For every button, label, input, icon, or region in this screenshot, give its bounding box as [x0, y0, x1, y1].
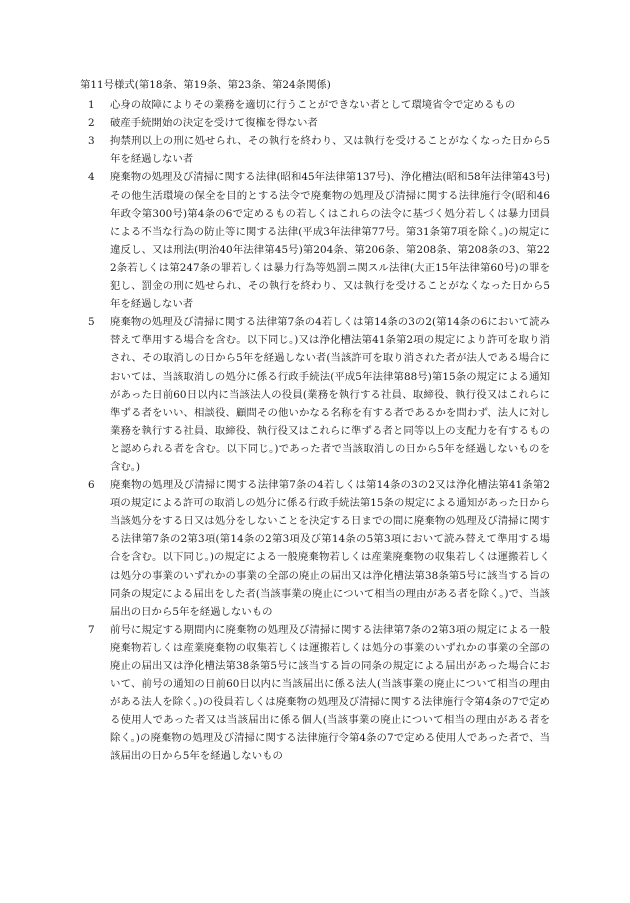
clause-item [80, 96, 550, 114]
clause-item [80, 132, 550, 168]
form-heading: 第11号様式(第18条、第19条、第23条、第24条関係) [80, 79, 331, 91]
clause-number: 7 [88, 623, 95, 636]
clause-number: 2 [88, 117, 95, 130]
clause-text: 廃棄物の処理及び清掃に関する法律第7条の4若しくは第14条の3の2又は浄化槽法第41条第2項の規定による許可の取消しの処分に係る行政手続法第15条の規定による通知があった日から当該処分をする日又は処分をしないことを決定する日までの間に廃棄物の処理及び清掃に関する法律第7条の2第3項(第14条の2第3項及び第14条の5第3項において読み替えて準用する場合を含む。以下同じ。)の規定による一般廃棄物若しくは産業廃棄物の収集若しくは運搬若しくは処分の事業のいずれかの事業の全部の廃止の届出又は浄化槽法第38条第5号に該当する旨の同条の規定による届出をした者(当該事業の廃止について相当の理由がある者を除く。)で、当該届出の日から5年を経過しないもの [110, 479, 550, 618]
clause-text: 破産手続開始の決定を受けて復権を得ない者 [110, 117, 318, 130]
clause-text: 拘禁刑以上の刑に処せられ、その執行を終わり、又は執行を受けることがなくなった日から5年を経過しない者 [110, 135, 550, 166]
document-page [80, 76, 550, 766]
clause-item [80, 313, 550, 476]
clause-item [80, 168, 550, 313]
clause-number: 3 [88, 135, 95, 148]
clause-text: 廃棄物の処理及び清掃に関する法律第7条の4若しくは第14条の3の2(第14条の6において読み替えて準用する場合を含む。以下同じ。)又は浄化槽法第41条第2項の規定により許可を取り消され、その取消しの日から5年を経過しない者(当該許可を取り消された者が法人である場合においては、当該取消しの処分に係る行政手続法(平成5年法律第88号)第15条の規定による通知があった日前60日以内に当該法人の役員(業務を執行する社員、取締役、執行役又はこれらに準ずる者をいい、相談役、顧問その他いかなる名称を有する者であるかを問わず、法人に対し業務を執行する社員、取締役、執行役又はこれらに準ずる者と同等以上の支配力を有するものと認められる者を含む。以下同じ。)であった者で当該取消しの日から5年を経過しないものを含む。) [110, 316, 550, 473]
clause-text: 廃棄物の処理及び清掃に関する法律(昭和45年法律第137号)、浄化槽法(昭和58年法律第43号)その他生活環境の保全を目的とする法令で廃棄物の処理及び清掃に関する法律施行令(昭和46年政令第300号)第4条の6で定めるもの若しくはこれらの法令に基づく処分若しくは暴力団員による不当な行為の防止等に関する法律(平成3年法律第77号。第31条第7項を除く。)の規定に違反し、又は刑法(明治40年法律第45号)第204条、第206条、第208条、第208条の3、第222条若しくは第247条の罪若しくは暴力行為等処罰ニ関スル法律(大正15年法律第60号)の罪を犯し、罰金の刑に処せられ、その執行を終わり、又は執行を受けることがなくなった日から5年を経過しない者 [110, 171, 550, 311]
clause-number: 5 [88, 316, 95, 329]
clause-number: 4 [88, 171, 95, 184]
clause-item [80, 476, 550, 621]
clause-number: 1 [88, 99, 95, 112]
clause-number: 6 [88, 479, 95, 492]
clause-item [80, 621, 550, 766]
clause-text: 心身の故障によりその業務を適切に行うことができない者として環境省令で定めるもの [110, 99, 516, 112]
clause-text: 前号に規定する期間内に廃棄物の処理及び清掃に関する法律第7条の2第3項の規定による一般廃棄物若しくは産業廃棄物の収集若しくは運搬若しくは処分の事業のいずれかの事業の全部の廃止の届出又は浄化槽法第38条第5号に該当する旨の同条の規定による届出があった場合において、前号の通知の日前60日以内に当該届出に係る法人(当該事業の廃止について相当の理由がある法人を除く。)の役員若しくは廃棄物の処理及び清掃に関する法律施行令第4条の7で定める使用人であった者又は当該届出に係る個人(当該事業の廃止について相当の理由がある者を除く。)の廃棄物の処理及び清掃に関する法律施行令第4条の7で定める使用人であった者で、当該届出の日から5年を経過しないもの [110, 623, 550, 763]
clause-item [80, 114, 550, 132]
